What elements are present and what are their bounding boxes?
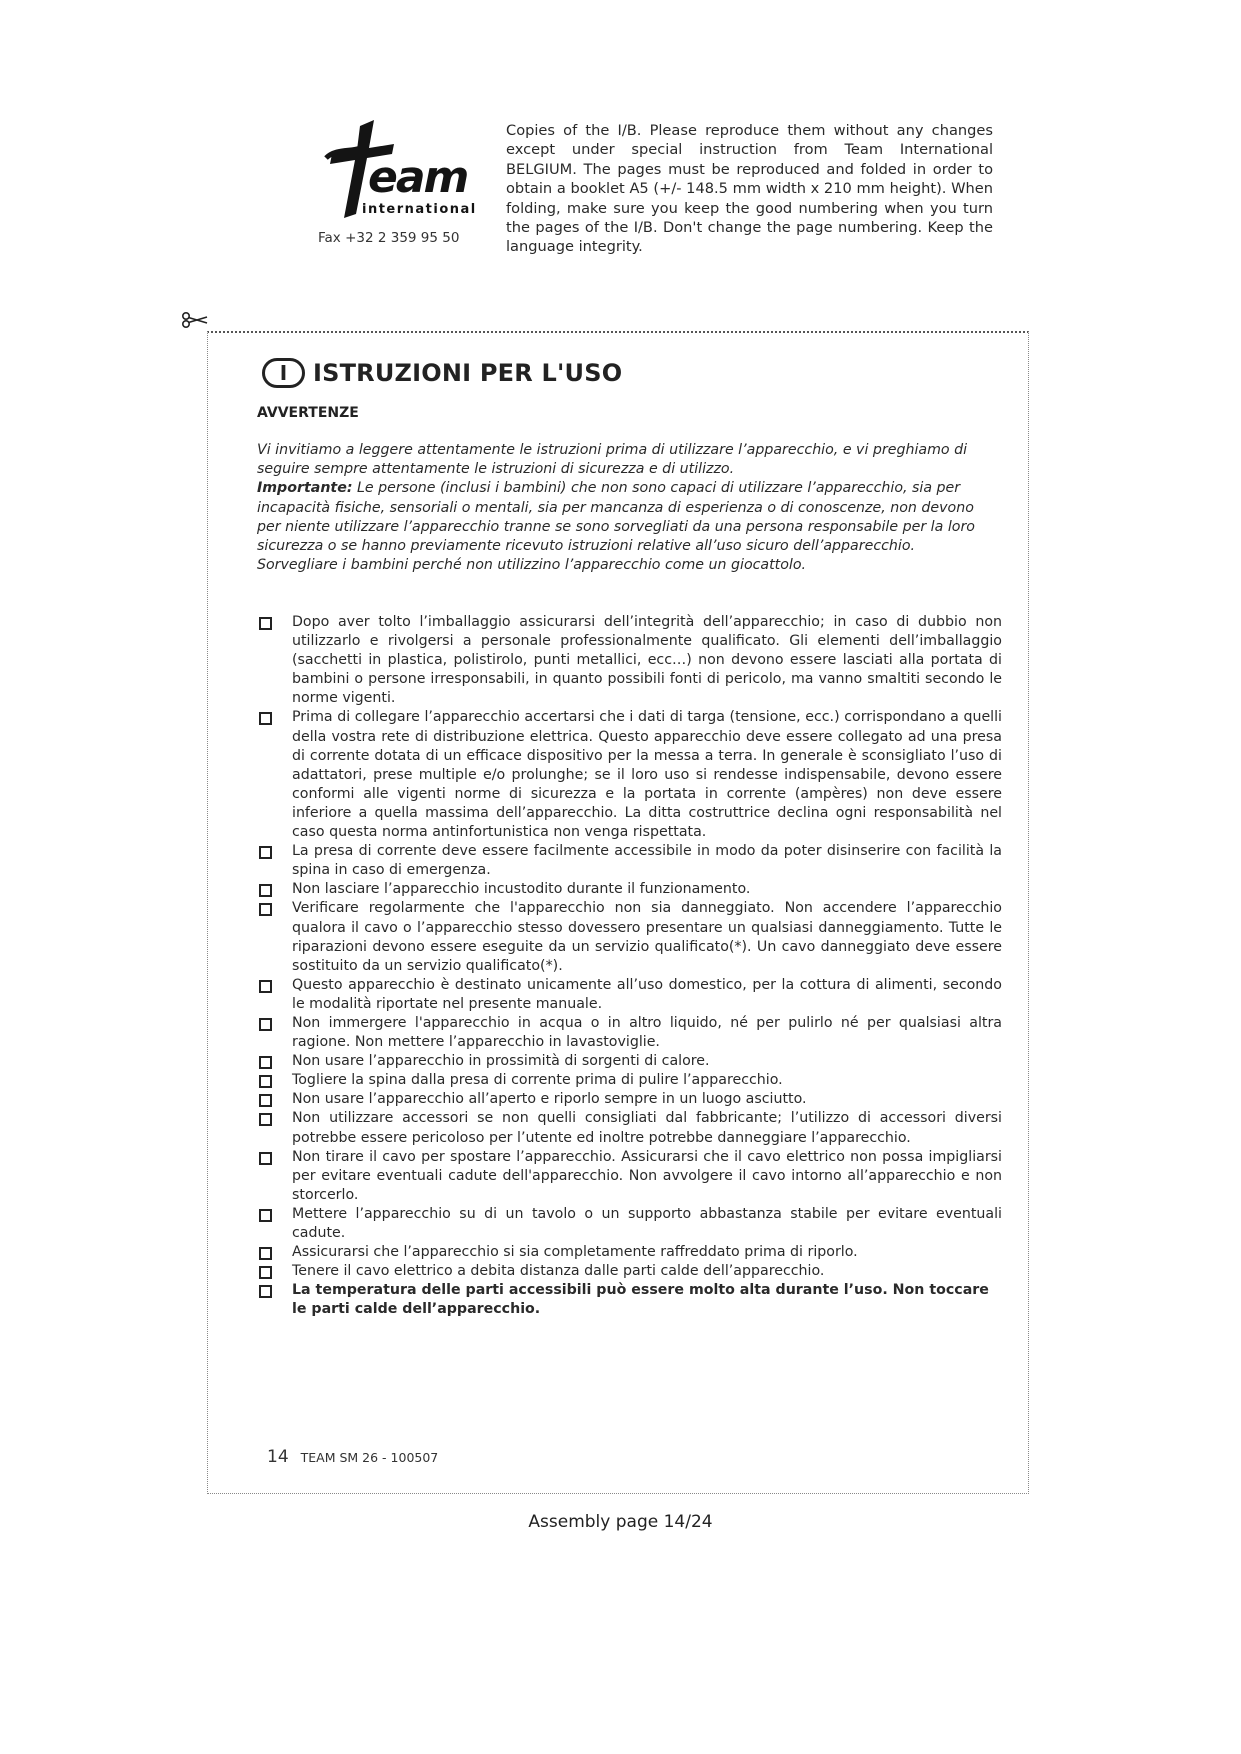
model-code: TEAM SM 26 - 100507 [300, 1450, 439, 1465]
section-heading-warnings: AVVERTENZE [257, 405, 359, 421]
intro-text [257, 441, 997, 575]
warning-item [257, 1014, 1002, 1052]
assembly-page-label: Assembly page 14/24 [528, 1512, 713, 1532]
warning-text: La presa di corrente deve essere facilmente accessibile in modo da poter disinserire con facilità la spina in caso di emergenza. [292, 843, 1002, 879]
warning-item [257, 1205, 1002, 1243]
warning-text: Assicurarsi che l’apparecchio si sia completamente raffreddato prima di riporlo. [292, 1244, 858, 1261]
language-badge: I [262, 358, 305, 388]
warning-text: Non utilizzare accessori se non quelli consigliati dal fabbricante; l’utilizzo di accessori diversi potrebbe essere pericoloso per l’utente ed inoltre potrebbe danneggiare l’apparecchio. [292, 1110, 1002, 1146]
warning-item [257, 899, 1002, 975]
warning-item [257, 1090, 1002, 1109]
fax-number: Fax +32 2 359 95 50 [318, 230, 460, 246]
checkbox-bullet-icon [259, 1056, 272, 1069]
warning-item [257, 613, 1002, 708]
copies-instruction-note: Copies of the I/B. Please reproduce them without any changes except under special instruction from Team International BELGIUM. The pages must be reproduced and folded in order to obtain a booklet A5 (+/- 148.5 mm width x 210 mm height). When folding, make sure you keep the good numbering when you turn the pages of the I/B. Don't change the page numbering. Keep the language integrity. [506, 122, 993, 256]
warning-item-hot-surfaces [257, 1281, 1002, 1319]
checkbox-bullet-icon [259, 903, 272, 916]
warning-text: Tenere il cavo elettrico a debita distanza dalle parti calde dell’apparecchio. [292, 1263, 825, 1280]
warning-item [257, 1071, 1002, 1090]
warning-item [257, 842, 1002, 880]
checkbox-bullet-icon [259, 846, 272, 859]
warning-item [257, 976, 1002, 1014]
checkbox-bullet-icon [259, 617, 272, 630]
warning-text: La temperatura delle parti accessibili può essere molto alta durante l’uso. Non toccare le parti calde dell’apparecchio. [292, 1282, 989, 1318]
checkbox-bullet-icon [259, 884, 272, 897]
warning-text: Non immergere l'apparecchio in acqua o in altro liquido, né per pulirlo né per qualsiasi altra ragione. Non mettere l’apparecchio in lavastoviglie. [292, 1014, 1002, 1051]
checkbox-bullet-icon [259, 712, 272, 725]
warning-text: Verificare regolarmente che l'apparecchio non sia danneggiato. Non accendere l’apparecchio qualora il cavo o l’apparecchio stesso dovessero presentare un qualsiasi danneggiamento. Tutte le riparazioni devono essere eseguite da un servizio qualificato(*). Un cavo danneggiato deve essere sostituito da un servizio qualificato(*). [292, 900, 1002, 974]
checkbox-bullet-icon [259, 1018, 272, 1031]
warning-text: Questo apparecchio è destinato unicamente all’uso domestico, per la cottura di alimenti, secondo le modalità riportate nel presente manuale. [292, 976, 1002, 1012]
page-number: 14 [267, 1447, 289, 1467]
warning-text: Non lasciare l’apparecchio incustodito durante il funzionamento. [292, 881, 751, 898]
supervision-paragraph: Sorvegliare i bambini perché non utilizzino l’apparecchio come un giocattolo. [257, 557, 807, 574]
manual-title: ISTRUZIONI PER L'USO [313, 359, 623, 387]
checkbox-bullet-icon [259, 980, 272, 993]
warning-text: Togliere la spina dalla presa di corrente prima di pulire l’apparecchio. [292, 1072, 783, 1089]
checkbox-bullet-icon [259, 1266, 272, 1279]
scissors-icon [181, 311, 209, 329]
warnings-list [257, 613, 1002, 1319]
warning-text: Non usare l’apparecchio in prossimità di sorgenti di calore. [292, 1053, 710, 1070]
warning-text: Non usare l’apparecchio all’aperto e riporlo sempre in un luogo asciutto. [292, 1091, 807, 1108]
warning-item [257, 708, 1002, 842]
warning-text: Non tirare il cavo per spostare l’apparecchio. Assicurarsi che il cavo elettrico non possa impigliarsi per evitare eventuali cadute dell'apparecchio. Non avvolgere il cavo intorno all’apparecchio e non storcerlo. [292, 1148, 1002, 1203]
manual-title-row [262, 352, 622, 394]
important-label: Importante: [257, 480, 353, 497]
important-text: Le persone (inclusi i bambini) che non sono capaci di utilizzare l’apparecchio, sia per incapacità fisiche, sensoriali o mentali, sia per mancanza di esperienza o di conoscenze, non devono per niente utilizzare l’apparecchio tranne se sono sorvegliati da una persona responsabile per la loro sicurezza o se hanno previamente ricevuto istruzioni relative all’uso sicuro dell’apparecchio. [257, 480, 975, 555]
checkbox-bullet-icon [259, 1285, 272, 1298]
warning-text: Prima di collegare l’apparecchio accertarsi che i dati di targa (tensione, ecc.) corrispondano a quelli della vostra rete di distribuzione elettrica. Questo apparecchio deve essere collegato ad una presa di corrente dotata di un efficace dispositivo per la messa a terra. In generale è sconsigliato l’uso di adattatori, prese multiple e/o prolunghe; se il loro uso si rendesse indispensabile, devono essere conformi alle vigenti norme di sicurezza e la portata in corrente (ampères) non deve essere inferiore a quella massima dell’apparecchio. La ditta costruttrice declina ogni responsabilità nel caso questa norma antinfortunistica non venga rispettata. [292, 709, 1002, 841]
checkbox-bullet-icon [259, 1094, 272, 1107]
warning-item [257, 1052, 1002, 1071]
intro-paragraph: Vi invitiamo a leggere attentamente le istruzioni prima di utilizzare l’apparecchio, e vi preghiamo di seguire sempre attentamente le istruzioni di sicurezza e di utilizzo. [257, 442, 968, 478]
logo-word-international: international [362, 202, 477, 217]
checkbox-bullet-icon [259, 1247, 272, 1260]
important-paragraph [257, 479, 997, 556]
warning-item [257, 1148, 1002, 1205]
warning-item [257, 1109, 1002, 1147]
checkbox-bullet-icon [259, 1075, 272, 1088]
warning-text: Mettere l’apparecchio su di un tavolo o un supporto abbastanza stabile per evitare eventuali cadute. [292, 1205, 1002, 1241]
page-footer [267, 1447, 438, 1467]
logo-word-team: eam [368, 152, 468, 203]
warning-item [257, 1262, 1002, 1281]
warning-item [257, 880, 1002, 899]
checkbox-bullet-icon [259, 1152, 272, 1165]
checkbox-bullet-icon [259, 1113, 272, 1126]
checkbox-bullet-icon [259, 1209, 272, 1222]
warning-item [257, 1243, 1002, 1262]
team-international-logo [322, 118, 477, 226]
warning-text: Dopo aver tolto l’imballaggio assicurarsi dell’integrità dell’apparecchio; in caso di dubbio non utilizzarlo e rivolgersi a personale professionalmente qualificato. Gli elementi dell’imballaggio (sacchetti in plastica, polistirolo, punti metallici, ecc…) non devono essere lasciati alla portata di bambini o persone irresponsabili, in quanto possibili fonti di pericolo, ma vanno smaltiti secondo le norme vigenti. [292, 614, 1002, 707]
